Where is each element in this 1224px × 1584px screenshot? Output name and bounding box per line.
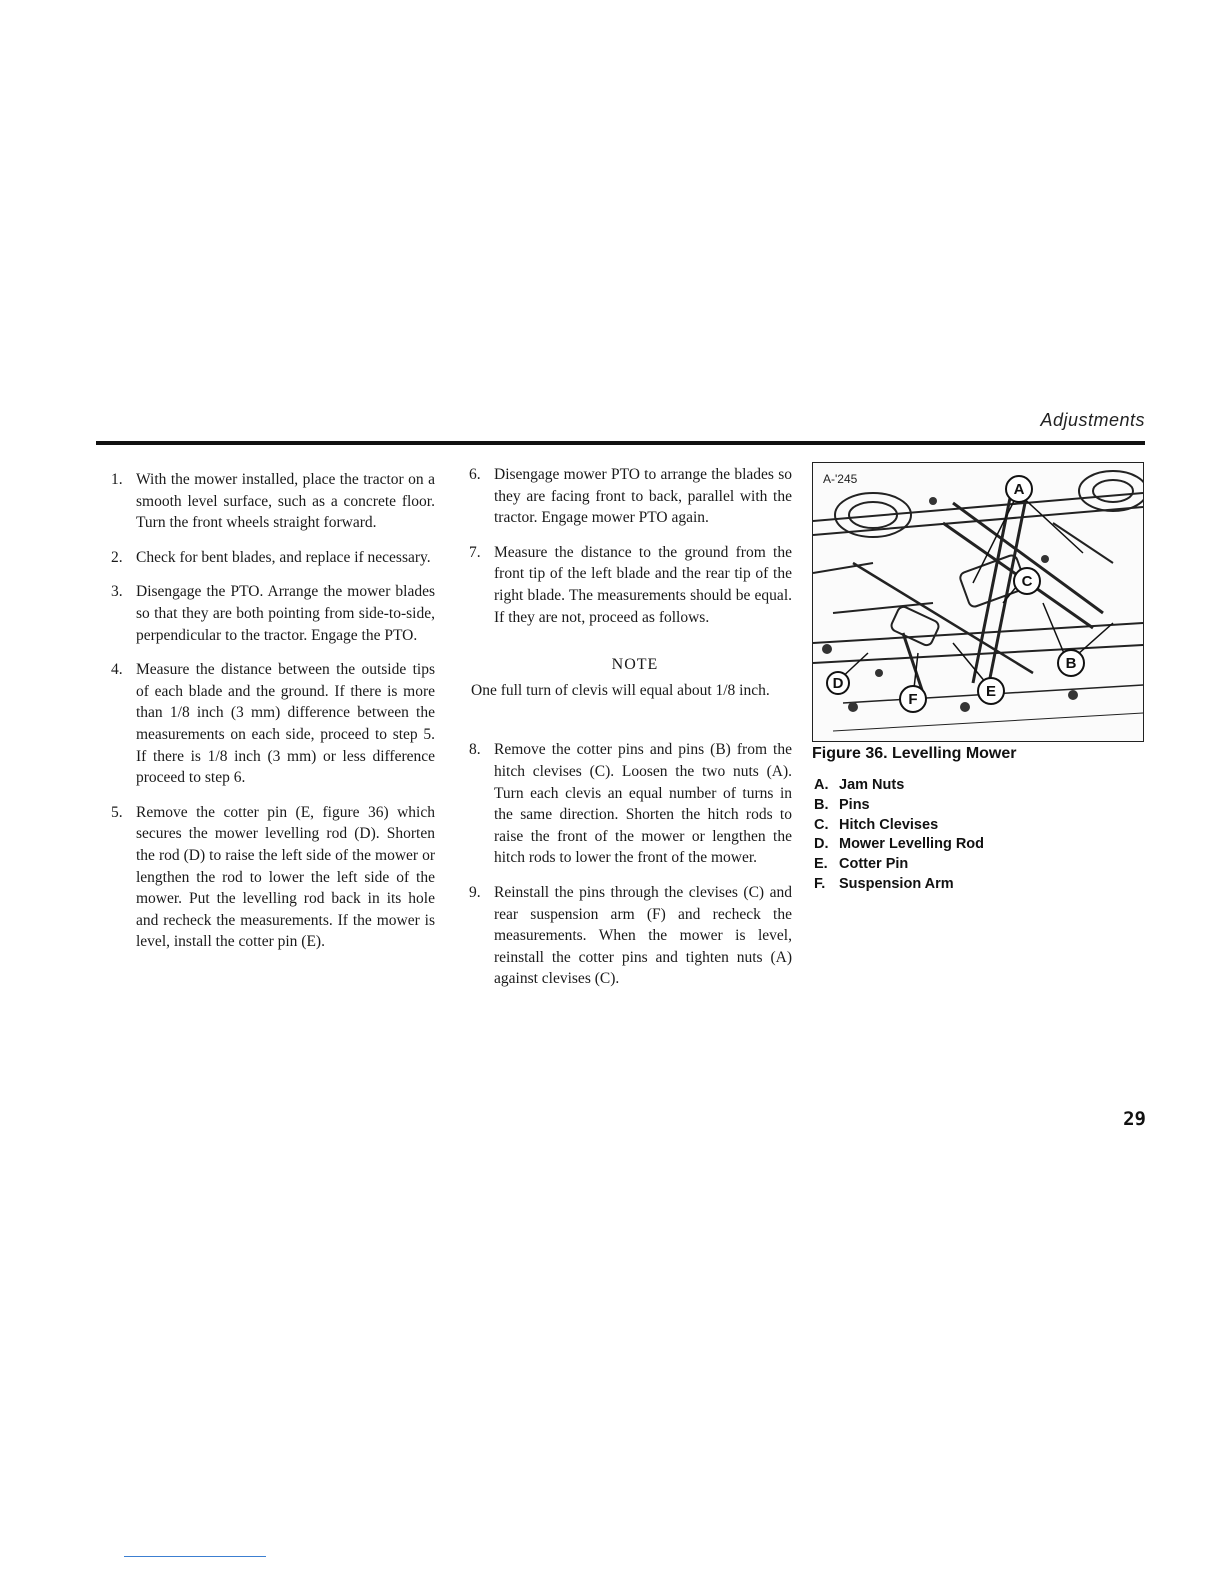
note-heading: NOTE — [611, 656, 659, 674]
legend-label: Cotter Pin — [839, 856, 909, 873]
step-text: Disengage mower PTO to arrange the blades so they are facing front to back, parallel with the tractor. Engage mower PTO again. — [494, 466, 792, 527]
list-item — [814, 816, 984, 836]
legend-letter: D. — [814, 836, 829, 853]
callout-f: F — [908, 691, 918, 708]
callout-d: D — [832, 675, 844, 692]
legend-label: Pins — [839, 796, 870, 813]
legend-letter: B. — [814, 796, 829, 813]
step-number: 3. — [111, 583, 123, 601]
page-number: 29 — [1123, 1108, 1146, 1130]
list-item — [814, 855, 984, 875]
legend-label: Suspension Arm — [839, 875, 954, 892]
header-rule — [96, 441, 1145, 445]
list-item — [814, 776, 984, 796]
list-item — [466, 464, 792, 529]
figure-id: A-'245 — [823, 472, 858, 486]
step-text: Measure the distance between the outside tips of each blade and the ground. If there is more than 1/8 inch (3 mm) difference between the measurements on each side, proceed to step 5. If there is 1/8 inch (3 mm) or less difference proceed to step 6. — [136, 661, 435, 787]
legend-label: Jam Nuts — [839, 777, 905, 793]
step-number: 8. — [469, 741, 481, 759]
list-item — [814, 796, 984, 816]
steps-list-8-9 — [466, 739, 792, 990]
legend-letter: E. — [814, 856, 828, 873]
list-item — [108, 547, 435, 569]
step-text: Check for bent blades, and replace if necessary. — [136, 548, 431, 566]
note-text: One full turn of clevis will equal about 1/8 inch. — [471, 681, 770, 699]
list-item — [466, 739, 792, 869]
list-item — [814, 875, 984, 895]
step-text: Reinstall the pins through the clevises (C) and rear suspension arm (F) and recheck the measurements. When the mower is level, reinstall the cotter pins and tighten nuts (A) against clevises (C). — [494, 883, 792, 988]
instructions-column-left — [108, 469, 435, 966]
section-title: Adjustments — [1040, 410, 1145, 430]
callout-b: B — [1065, 655, 1077, 672]
step-text: Measure the distance to the ground from the front tip of the left blade and the rear tip of the right blade. The measurements should be equal. If they are not, proceed as follows. — [494, 543, 792, 626]
step-number: 2. — [111, 548, 123, 566]
step-text: Remove the cotter pins and pins (B) from the hitch clevises (C). Loosen the two nuts (A). Turn each clevis an equal number of turns in the same direction. Shorten the hitch rods to raise the front of the mower or lengthen the hitch rods to lower the front of the mower. — [494, 741, 792, 867]
steps-list-6-7 — [466, 464, 792, 628]
list-item — [108, 659, 435, 789]
step-text: With the mower installed, place the tractor on a smooth level surface, such as a concrete floor. Turn the front wheels straight forward. — [136, 471, 435, 532]
figure-36-illustration — [812, 462, 1144, 742]
legend-letter: A. — [814, 777, 829, 793]
list-item — [108, 469, 435, 534]
legend-label: Hitch Clevises — [839, 816, 939, 833]
legend-letter: C. — [814, 816, 829, 833]
legend-label: Mower Levelling Rod — [839, 836, 985, 853]
legend-letter: F. — [814, 875, 826, 892]
list-item — [814, 835, 984, 855]
step-number: 9. — [469, 883, 481, 901]
step-number: 5. — [111, 803, 123, 821]
step-number: 4. — [111, 661, 123, 679]
step-number: 6. — [469, 466, 481, 483]
step-text: Disengage the PTO. Arrange the mower blades so that they are both pointing from side-to-side, perpendicular to the tractor. Engage the PTO. — [136, 583, 435, 644]
list-item — [108, 581, 435, 646]
list-item — [466, 542, 792, 628]
steps-list-1-5 — [108, 469, 435, 953]
figure-caption: Figure 36. Levelling Mower — [812, 745, 1017, 762]
step-number: 7. — [469, 543, 481, 561]
mower-linkage-drawing — [813, 463, 1143, 741]
list-item — [466, 882, 792, 990]
step-number: 1. — [111, 471, 123, 488]
callout-c: C — [1021, 573, 1033, 590]
callout-e: E — [985, 683, 997, 700]
list-item — [108, 802, 435, 953]
step-text: Remove the cotter pin (E, figure 36) which secures the mower levelling rod (D). Shorten the rod (D) to raise the left side of the mower or lengthen the rod to lower the left side of the mower. Put the levelling rod back in its hole and recheck the measurements. If the mower is level, install the cotter pin (E). — [136, 803, 435, 951]
footer-link-underline — [124, 1556, 266, 1557]
instructions-column-middle — [466, 464, 792, 1003]
figure-legend — [814, 776, 984, 895]
callout-a: A — [1013, 481, 1025, 498]
